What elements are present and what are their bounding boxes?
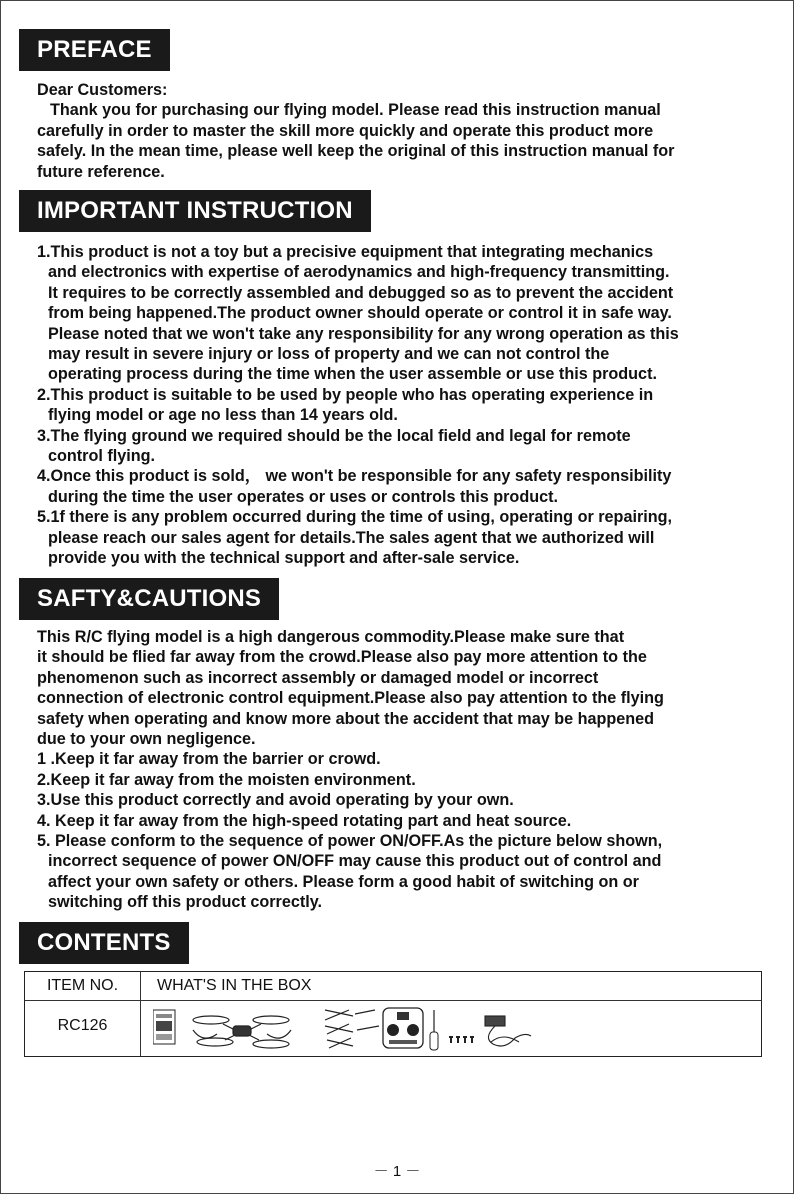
manual-icon [153,1010,175,1044]
list-item-cont: may result in severe injury or loss of property and we can not control the [48,345,610,364]
important-heading: IMPORTANT INSTRUCTION [19,190,371,232]
safety-intro-line: due to your own negligence. [37,730,256,749]
screws-icon [449,1036,474,1043]
box-contents-illustration [153,1004,533,1052]
list-item-cont: provide you with the technical support and after-sale service. [48,549,520,568]
safety-heading: SAFTY&CAUTIONS [19,578,279,620]
screwdriver-icon [430,1010,438,1050]
usb-charger-icon [485,1016,531,1046]
list-item: 4. Keep it far away from the high-speed rotating part and heat source. [37,811,572,830]
contents-table [24,971,762,1057]
list-item-cont: control flying. [48,447,156,466]
list-item: 3.Use this product correctly and avoid operating by your own. [37,791,514,810]
safety-intro-line: it should be flied far away from the crowd.Please also pay more attention to the [37,648,647,667]
list-item-cont: please reach our sales agent for details.The sales agent that we authorized will [48,528,655,547]
drone-icon [193,1016,291,1048]
list-item-cont: operating process during the time when the user assemble or use this product. [48,365,657,384]
safety-intro-line: safety when operating and know more about the accident that may be happened [37,709,655,728]
list-item: 2.Keep it far away from the moisten environment. [37,770,416,789]
list-item: 3.The flying ground we required should be the local field and legal for remote [37,426,631,445]
list-item: 5.1f there is any problem occurred during the time of using, operating or repairing, [37,508,673,527]
important-list [37,242,757,569]
list-item: 1.This product is not a toy but a precisive equipment that integrating mechanics [37,243,654,261]
propeller-blades-icon [325,1010,379,1048]
table-row-divider [25,1000,761,1001]
list-item-cont: affect your own safety or others. Please form a good habit of switching on or [48,872,639,891]
preface-line: Thank you for purchasing our flying model. Please read this instruction manual [50,101,661,120]
preface-line: safely. In the mean time, please well keep the original of this instruction manual for [37,142,675,161]
list-item-cont: during the time the user operates or uses or controls this product. [48,487,558,506]
list-item: 4.Once this product is sold， we won't be responsible for any safety responsibility [37,467,672,486]
list-item-cont: Please noted that we won't take any responsibility for any wrong operation as this [48,324,679,343]
safety-text [37,627,757,913]
list-item-cont: flying model or age no less than 14 years old. [48,406,398,425]
list-item: 2.This product is suitable to be used by people who has operating experience in [37,385,654,404]
safety-intro-line: This R/C flying model is a high dangerous commodity.Please make sure that [37,628,625,646]
list-item: 5. Please conform to the sequence of power ON/OFF.As the picture below shown, [37,832,663,851]
list-item-cont: incorrect sequence of power ON/OFF may cause this product out of control and [48,852,662,871]
table-col-divider [140,972,141,1056]
contents-heading: CONTENTS [19,922,189,964]
item-number: RC126 [57,1017,108,1034]
col-header-item-no: ITEM NO. [46,977,119,994]
preface-line: future reference. [37,162,165,181]
list-item-cont: from being happened.The product owner should operate or control it in safe way. [48,304,672,323]
list-item-cont: It requires to be correctly assembled and debugged so as to prevent the accident [48,283,674,302]
preface-line: carefully in order to master the skill more quickly and operate this product more [37,121,654,140]
preface-heading: PREFACE [19,29,170,71]
safety-intro-line: connection of electronic control equipment.Please also pay attention to the flying [37,689,664,708]
greeting: Dear Customers: [37,81,168,99]
safety-intro-line: phenomenon such as incorrect assembly or damaged model or incorrect [37,668,599,687]
preface-text [37,80,757,182]
list-item-cont: switching off this product correctly. [48,893,323,912]
page-number: － 1 － [373,1163,421,1180]
col-header-box: WHAT'S IN THE BOX [157,977,312,994]
transmitter-icon [383,1008,423,1048]
list-item: 1 .Keep it far away from the barrier or crowd. [37,750,381,769]
list-item-cont: and electronics with expertise of aerodynamics and high-frequency transmitting. [48,263,670,282]
